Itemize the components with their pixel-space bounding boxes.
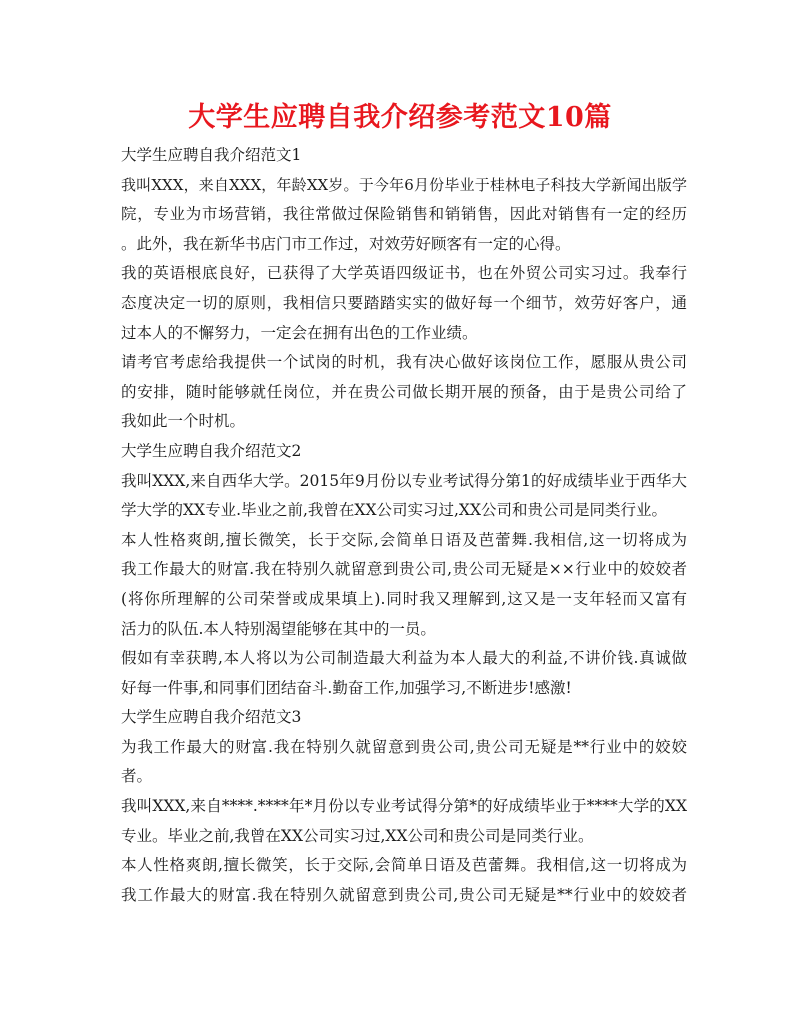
paragraph-line: 态度决定一切的原则，我相信只要踏踏实实的做好每一个细节，效劳好客户，通: [121, 293, 687, 312]
paragraph-line: 本人性格爽朗,擅长微笑，长于交际,会简单日语及芭蕾舞。我相信,这一切将成为: [121, 856, 687, 875]
section-heading: 大学生应聘自我介绍范文1: [121, 146, 302, 164]
paragraph-line: (将你所理解的公司荣誉或成果填上).同时我又理解到,这又是一支年轻而又富有: [121, 589, 687, 608]
document-body: [121, 141, 687, 910]
paragraph-line: 请考官考虑给我提供一个试岗的时机，我有决心做好该岗位工作，愿服从贵公司: [121, 353, 687, 372]
paragraph-line: 我如此一个时机。: [121, 412, 246, 431]
paragraph-line: 专业。毕业之前,我曾在XX公司实习过,XX公司和贵公司是同类行业。: [121, 826, 594, 845]
paragraph-line: 我叫XXX,来自西华大学。2015年9月份以专业考试得分第1的好成绩毕业于西华大: [121, 471, 687, 490]
paragraph-line: 。此外，我在新华书店门市工作过，对效劳好顾客有一定的心得。: [121, 234, 571, 253]
paragraph-line: 假如有幸获聘,本人将以为公司制造最大利益为本人最大的利益,不讲价钱.真诚做: [121, 649, 687, 668]
paragraph-line: 者。: [121, 767, 153, 786]
section-heading: 大学生应聘自我介绍范文2: [121, 441, 302, 460]
paragraph-line: 本人性格爽朗,擅长微笑，长于交际,会简单日语及芭蕾舞.我相信,这一切将成为: [121, 530, 687, 549]
paragraph-line: 过本人的不懈努力，一定会在拥有出色的工作业绩。: [121, 323, 478, 342]
paragraph-line: 我工作最大的财富.我在特别久就留意到贵公司,贵公司无疑是××行业中的姣姣者: [121, 560, 687, 579]
paragraph-line: 我叫XXX，来自XXX，年龄XX岁。于今年6月份毕业于桂林电子科技大学新闻出版学: [121, 175, 687, 194]
paragraph-line: 为我工作最大的财富.我在特别久就留意到贵公司,贵公司无疑是**行业中的姣姣: [121, 737, 687, 756]
paragraph-line: 院，专业为市场营销，我往常做过保险销售和销销售，因此对销售有一定的经历: [121, 205, 687, 224]
paragraph-line: 好每一件事,和同事们团结奋斗.勤奋工作,加强学习,不断进步!感激!: [121, 678, 572, 697]
paragraph-line: 活力的队伍.本人特别渴望能够在其中的一员。: [121, 619, 436, 638]
paragraph-line: 我工作最大的财富.我在特别久就留意到贵公司,贵公司无疑是**行业中的姣姣者: [121, 885, 687, 904]
paragraph-line: 我的英语根底良好，已获得了大学英语四级证书，也在外贸公司实习过。我奉行: [121, 264, 687, 283]
document-title: 大学生应聘自我介绍参考范文10篇: [188, 102, 612, 133]
paragraph-line: 的安排，随时能够就任岗位，并在贵公司做长期开展的预备，由于是贵公司给了: [121, 382, 687, 401]
section-heading: 大学生应聘自我介绍范文3: [121, 708, 302, 727]
paragraph-line: 我叫XXX,来自****.****年*月份以专业考试得分第*的好成绩毕业于****大学的XX: [121, 797, 687, 816]
paragraph-line: 学大学的XX专业.毕业之前,我曾在XX公司实习过,XX公司和贵公司是同类行业。: [121, 501, 667, 520]
